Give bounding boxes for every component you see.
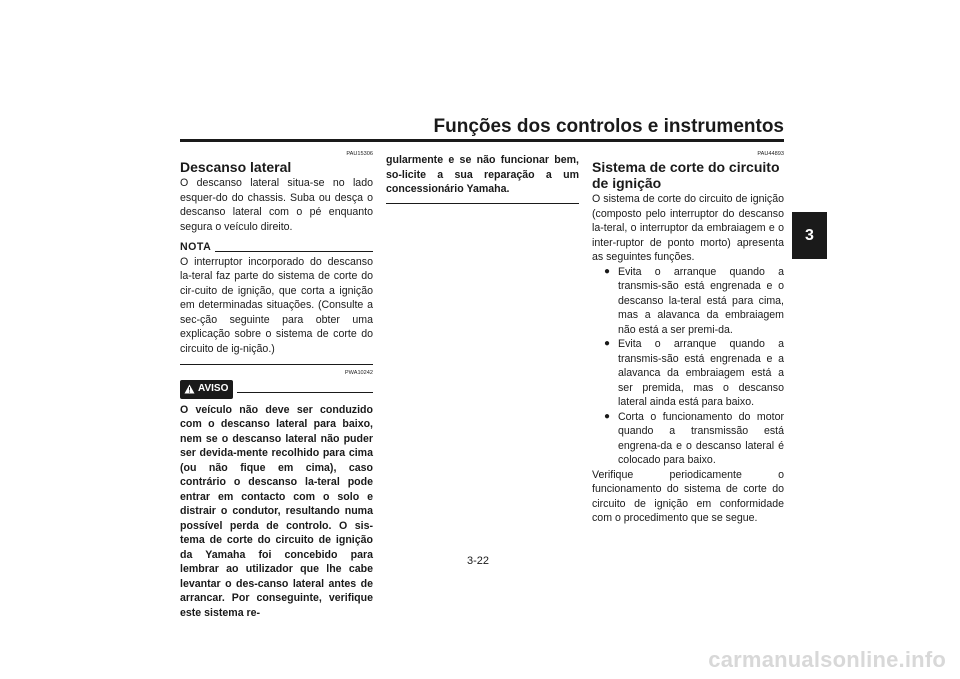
- nota-text: O interruptor incorporado do descanso la-teral faz parte do sistema de corte do cir-cuito de ignição, que corta a ignição em determinadas situações. (Consulte a sec-ção seguinte para obter uma explicação sobre o sistema de corte do circuito de ig-nição.): [180, 255, 373, 355]
- list-item: [592, 410, 784, 468]
- nota-label: NOTA: [180, 241, 212, 253]
- column-left: [180, 150, 373, 620]
- list-item: [592, 337, 784, 410]
- bullet-list: [592, 265, 784, 468]
- list-item-text: Evita o arranque quando a transmis-são está engrenada e o descanso la-teral está para cima, mas a alavanca da embraiagem não está a ser premi-da.: [618, 265, 784, 336]
- bullet-dot-icon: ●: [604, 265, 611, 277]
- paragraph: O sistema de corte do circuito de ignição (composto pelo interruptor do descanso la-teral, o interruptor da embraiagem e o inter-ruptor de ponto morto) apresenta as seguintes funções.: [592, 193, 784, 263]
- section-code: PAU15306: [346, 151, 373, 157]
- divider: [215, 251, 373, 252]
- page-number: 3-22: [467, 555, 490, 567]
- aviso-badge: [180, 380, 233, 399]
- section-heading: Sistema de corte do circuito de ignição: [592, 159, 780, 191]
- chapter-tab: 3: [792, 212, 827, 259]
- watermark: carmanualsonline.info: [708, 647, 946, 672]
- divider: [386, 203, 579, 204]
- list-item-text: Evita o arranque quando a transmis-são está engrenada e a alavanca da embraiagem está a ser premida, mas o descanso lateral ainda está para baixo.: [618, 338, 784, 408]
- paragraph: O descanso lateral situa-se no lado esquer-do do chassis. Suba ou desça o descanso lateral com o pé enquanto segura o veículo direito.: [180, 177, 373, 233]
- aviso-header: [180, 380, 373, 399]
- divider: [237, 392, 373, 393]
- list-item-text: Corta o funcionamento do motor quando a transmissão está engrena-da e o descanso lateral é colocado para baixo.: [618, 410, 784, 466]
- aviso-text: O veículo não deve ser conduzido com o descanso lateral para baixo, nem se o descanso lateral não puder ser devida-mente recolhido para cima (ou não fique em cima), caso contrário o descanso la-teral pode entrar em contacto com o solo e distrair o condutor, resultando numa possível perda de controlo. O sis-tema de corte do circuito de ignição da Yamaha foi concebido para lembrar ao utilizador que lhe cabe levantar o des-canso lateral antes de arrancar. Por conseguinte, verifique este sistema re-: [180, 403, 373, 619]
- nota-header: [180, 240, 373, 255]
- list-item: [592, 265, 784, 338]
- warning-triangle-icon: [184, 384, 195, 394]
- aviso-label: AVISO: [198, 383, 229, 394]
- paragraph: Verifique periodicamente o funcionamento do sistema de corte do circuito de ignição em conformidade com o procedimento que se segue.: [592, 468, 784, 524]
- page-title: Funções dos controlos e instrumentos: [433, 116, 784, 137]
- bullet-dot-icon: ●: [604, 338, 611, 349]
- column-middle: [386, 153, 579, 208]
- aviso-text-continued: gularmente e se não funcionar bem, so-licite a sua reparação a um concessionário Yamaha.: [386, 154, 579, 195]
- column-right: [592, 150, 784, 526]
- section-code: PAU44893: [757, 151, 784, 157]
- section-heading: Descanso lateral: [180, 159, 292, 175]
- bullet-dot-icon: ●: [604, 410, 611, 422]
- warning-code: PWA10242: [344, 370, 373, 376]
- divider: [180, 364, 373, 365]
- header-rule: [180, 139, 784, 142]
